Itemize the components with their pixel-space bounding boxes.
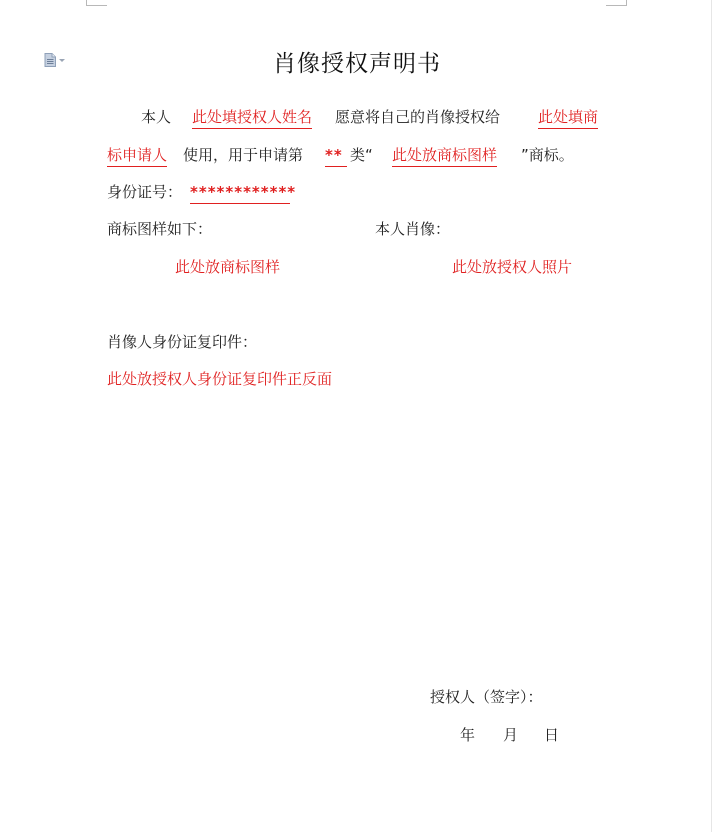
class-number-placeholder: ** bbox=[325, 145, 347, 167]
document-title: 肖像授权声明书 bbox=[273, 51, 441, 77]
page-corner-mark-left bbox=[86, 0, 107, 6]
page-edge bbox=[711, 0, 712, 832]
id-copy-label: 肖像人身份证复印件： bbox=[107, 333, 258, 351]
text-consent: 愿意将自己的肖像授权给 bbox=[335, 108, 501, 126]
portrait-label: 本人肖像： bbox=[375, 220, 451, 238]
trademark-sample-label: 商标图样如下： bbox=[107, 220, 213, 238]
applicant-placeholder-part2: 标申请人 bbox=[107, 145, 167, 167]
signature-label: 授权人（签字）： bbox=[430, 688, 543, 706]
id-number-label: 身份证号： bbox=[107, 183, 183, 201]
date-year-label: 年 bbox=[460, 726, 476, 744]
photo-placeholder: 此处放授权人照片 bbox=[452, 258, 573, 276]
id-number-placeholder: ************ bbox=[190, 182, 290, 204]
trademark-image-placeholder: 此处放商标图样 bbox=[175, 258, 281, 276]
date-month-label: 月 bbox=[503, 726, 519, 744]
trademark-name-placeholder: 此处放商标图样 bbox=[392, 145, 497, 167]
date-day-label: 日 bbox=[544, 726, 560, 744]
applicant-placeholder-part1: 此处填商 bbox=[538, 107, 598, 129]
text-class: 类“ bbox=[350, 146, 373, 164]
text-usage: 使用，用于申请第 bbox=[183, 146, 304, 164]
text-trademark-end: ”商标。 bbox=[521, 146, 574, 164]
page-corner-mark-right bbox=[606, 0, 627, 6]
grantor-name-placeholder: 此处填授权人姓名 bbox=[192, 107, 312, 129]
text-prefix: 本人 bbox=[141, 108, 172, 126]
id-copy-placeholder: 此处放授权人身份证复印件正反面 bbox=[107, 370, 333, 388]
